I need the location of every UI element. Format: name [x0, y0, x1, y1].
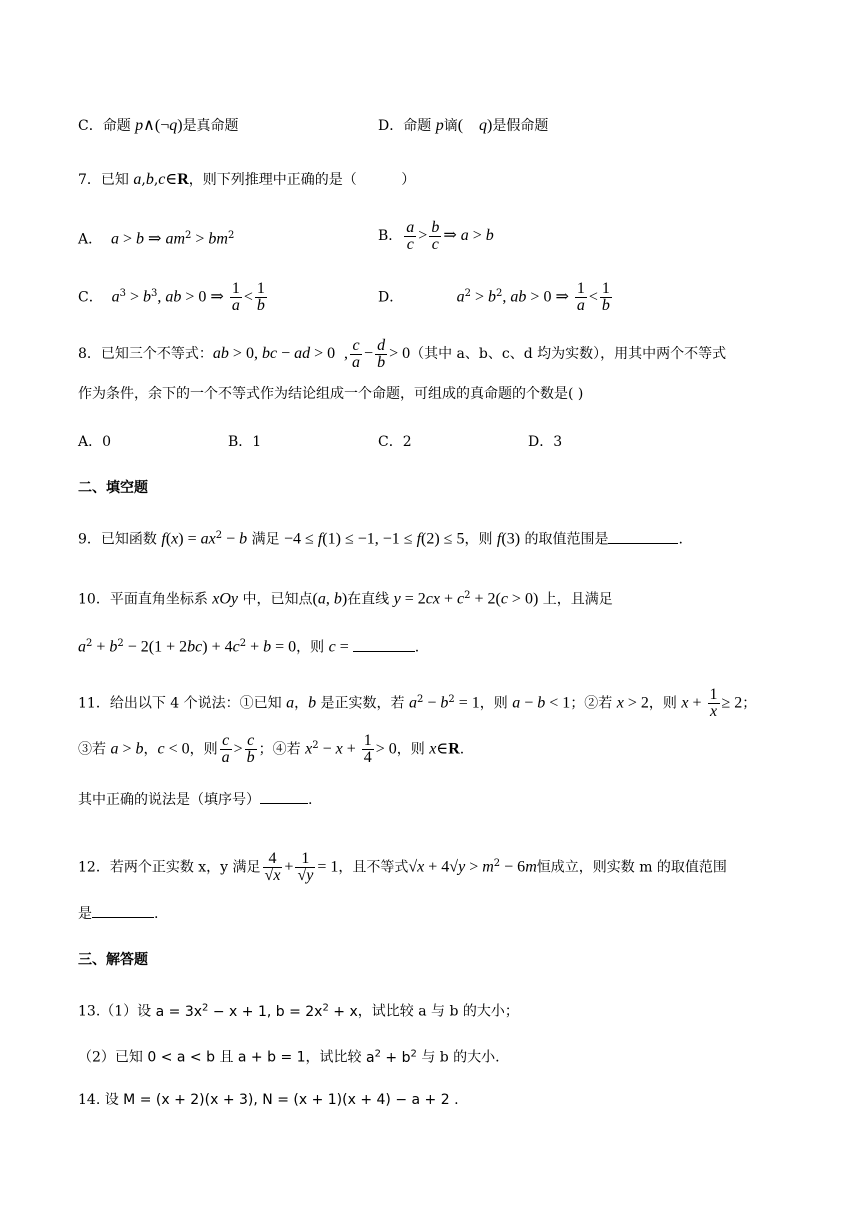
section-fill-in-heading: 二、填空题: [78, 480, 148, 496]
q8-option-b: B．1: [228, 434, 262, 450]
section-solve-heading: 三、解答题: [78, 952, 148, 968]
q8-stem-line1: 8．已知三个不等式：ab > 0, bc − ad > 0 , $\frac{c}{a}$ − $\frac{d}{b}$ > 0（其中 a、b、c、d 均为实数），用其中两个不等式: [78, 336, 727, 371]
q11-line2: ③若 a > b，c < 0，则 $\frac{c}{a}$ > $\frac{c}{b}$ ；④若 $x^2 - x$ + $\frac{1}{4}$ > 0，则 x∈R.: [78, 732, 465, 767]
q11-line1: 11．给出以下 4 个说法：①已知 a，b 是正实数，若 $a^2 - b^2 = 1$，则 a − b < 1；②若 x > 2，则 x + $\frac{1}{x}$ ≥ 2；: [78, 686, 757, 721]
q11-line3: 其中正确的说法是（填序号） .: [78, 792, 313, 808]
q8-option-d: D．3: [528, 434, 563, 450]
q6-option-d: D．命题 p谪( q)是假命题: [378, 117, 549, 134]
q10-line1: 10．平面直角坐标系 xOy 中，已知点(a, b)在直线 $y = 2cx + c^2 + 2(c > 0)$ 上，且满足: [78, 590, 613, 608]
q12-line1: 12．若两个正实数 x，y 满足 $\frac{4}{√x}$ + $\frac{1}{√y}$ = 1，且不等式$√x + 4√y > m^2 - 6m$恒成立，则实数 m 的取值范围: [78, 850, 727, 885]
q8-stem-line2: 作为条件，余下的一个不等式作为结论组成一个命题，可组成的真命题的个数是( ): [78, 386, 584, 402]
q7-option-a: A． a > b ⇒ $am^2 > bm^2$: [78, 230, 235, 248]
q7-stem: 7．已知 a,b,c∈R，则下列推理中正确的是（ ）: [78, 171, 416, 188]
q10-line2: $a^2 + b^2 - 2(1 + 2bc) + 4c^2 + b = 0$，则 c = .: [78, 638, 420, 656]
q7-option-b: B． $\frac{a}{c}$ > $\frac{b}{c}$ ⇒ a > b: [378, 218, 494, 253]
q7-option-d: D． $a^2 > b^2$, ab > 0 ⇒ $\frac{1}{a}$ < $\frac{1}{b}$: [378, 280, 610, 315]
q6-option-c: C．命题 p∧(¬q)是真命题: [78, 117, 239, 134]
q7-option-c: C． $a^3 > b^3$, ab > 0 ⇒ $\frac{1}{a}$ < $\frac{1}{b}$: [78, 280, 265, 315]
q13-part2: （2）已知 0 < a < b 且 a + b = 1，试比较 $a^2 + b^2$ 与 b 的大小.: [78, 1048, 500, 1066]
q13-part1: 13.（1）设 $a = 3x^2 - x + 1$, $b = 2x^2 + x$，试比较 a 与 b 的大小；: [78, 1002, 519, 1020]
q8-option-a: A．0: [78, 434, 112, 450]
q8-option-c: C．2: [378, 434, 412, 450]
q6-options: [78, 116, 239, 136]
q9-text: 9．已知函数 $f(x) = ax^2 - b$ 满足 −4 ≤ f(1) ≤ −1, −1 ≤ f(2) ≤ 5，则 f(3) 的取值范围是 .: [78, 530, 683, 548]
q12-line2: 是 .: [78, 906, 159, 922]
q14-text: 14. 设 M = (x + 2)(x + 3), N = (x + 1)(x + 4) − a + 2 .: [78, 1092, 459, 1108]
